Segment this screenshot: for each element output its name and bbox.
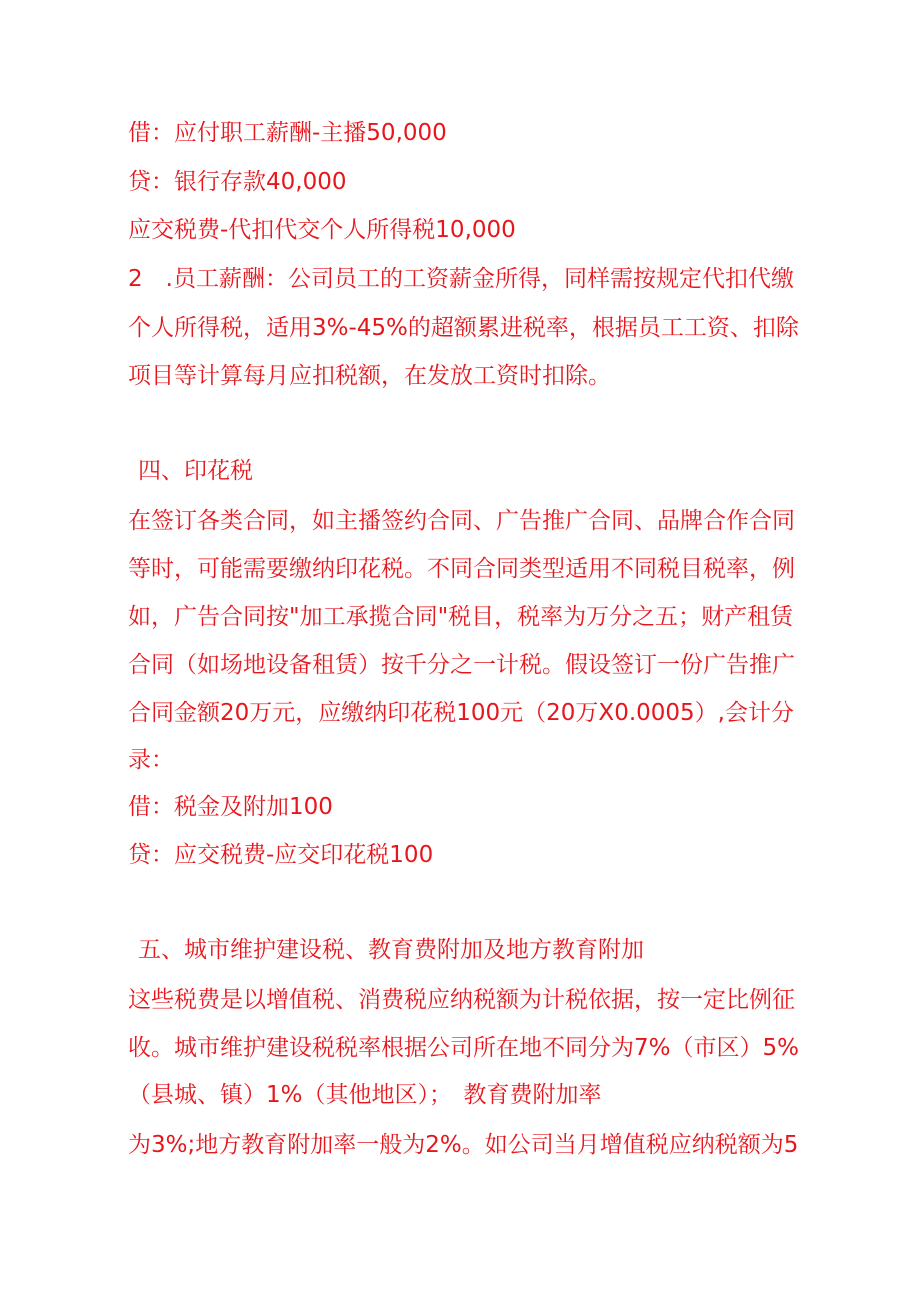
entry-debit-salary: 借：应付职工薪酬-主播50,000 (128, 120, 447, 146)
paragraph-line: 合同金额20万元，应缴纳印花税100元（20万X0.0005）,会计分 (128, 700, 794, 726)
paragraph-line: 合同（如场地设备租赁）按千分之一计税。假设签订一份广告推广 (128, 652, 795, 678)
section-heading-stamp-tax: 四、印花税 (138, 458, 253, 484)
section-heading-urban-tax: 五、城市维护建设税、教育费附加及地方教育附加 (138, 937, 644, 963)
paragraph-line: （县城、镇）1%（其他地区）； 教育费附加率 (128, 1082, 602, 1108)
paragraph-line: 个人所得税，适用3%-45%的超额累进税率，根据员工工资、扣除 (128, 315, 799, 341)
paragraph-line: 2 .员工薪酬：公司员工的工资薪金所得，同样需按规定代扣代缴 (128, 266, 794, 292)
paragraph-line: 录： (128, 747, 174, 773)
entry-credit-bank: 贷：银行存款40,000 (128, 169, 347, 195)
paragraph-line: 在签订各类合同，如主播签约合同、广告推广合同、品牌合作合同 (128, 508, 795, 534)
entry-debit-tax-surcharge: 借：税金及附加100 (128, 794, 333, 820)
paragraph-line: 为3%;地方教育附加率一般为2%。如公司当月增值税应纳税额为5 (128, 1132, 799, 1158)
paragraph-line: 如，广告合同按"加工承揽合同"税目，税率为万分之五；财产租赁 (128, 604, 794, 630)
paragraph-line: 收。城市维护建设税税率根据公司所在地不同分为7%（市区）5% (128, 1035, 799, 1061)
entry-credit-tax: 应交税费-代扣代交个人所得税10,000 (128, 217, 516, 243)
paragraph-line: 项目等计算每月应扣税额，在发放工资时扣除。 (128, 363, 611, 389)
paragraph-line: 等时，可能需要缴纳印花税。不同合同类型适用不同税目税率，例 (128, 556, 795, 582)
entry-credit-stamp-tax: 贷：应交税费-应交印花税100 (128, 842, 434, 868)
paragraph-line: 这些税费是以增值税、消费税应纳税额为计税依据，按一定比例征 (128, 987, 795, 1013)
